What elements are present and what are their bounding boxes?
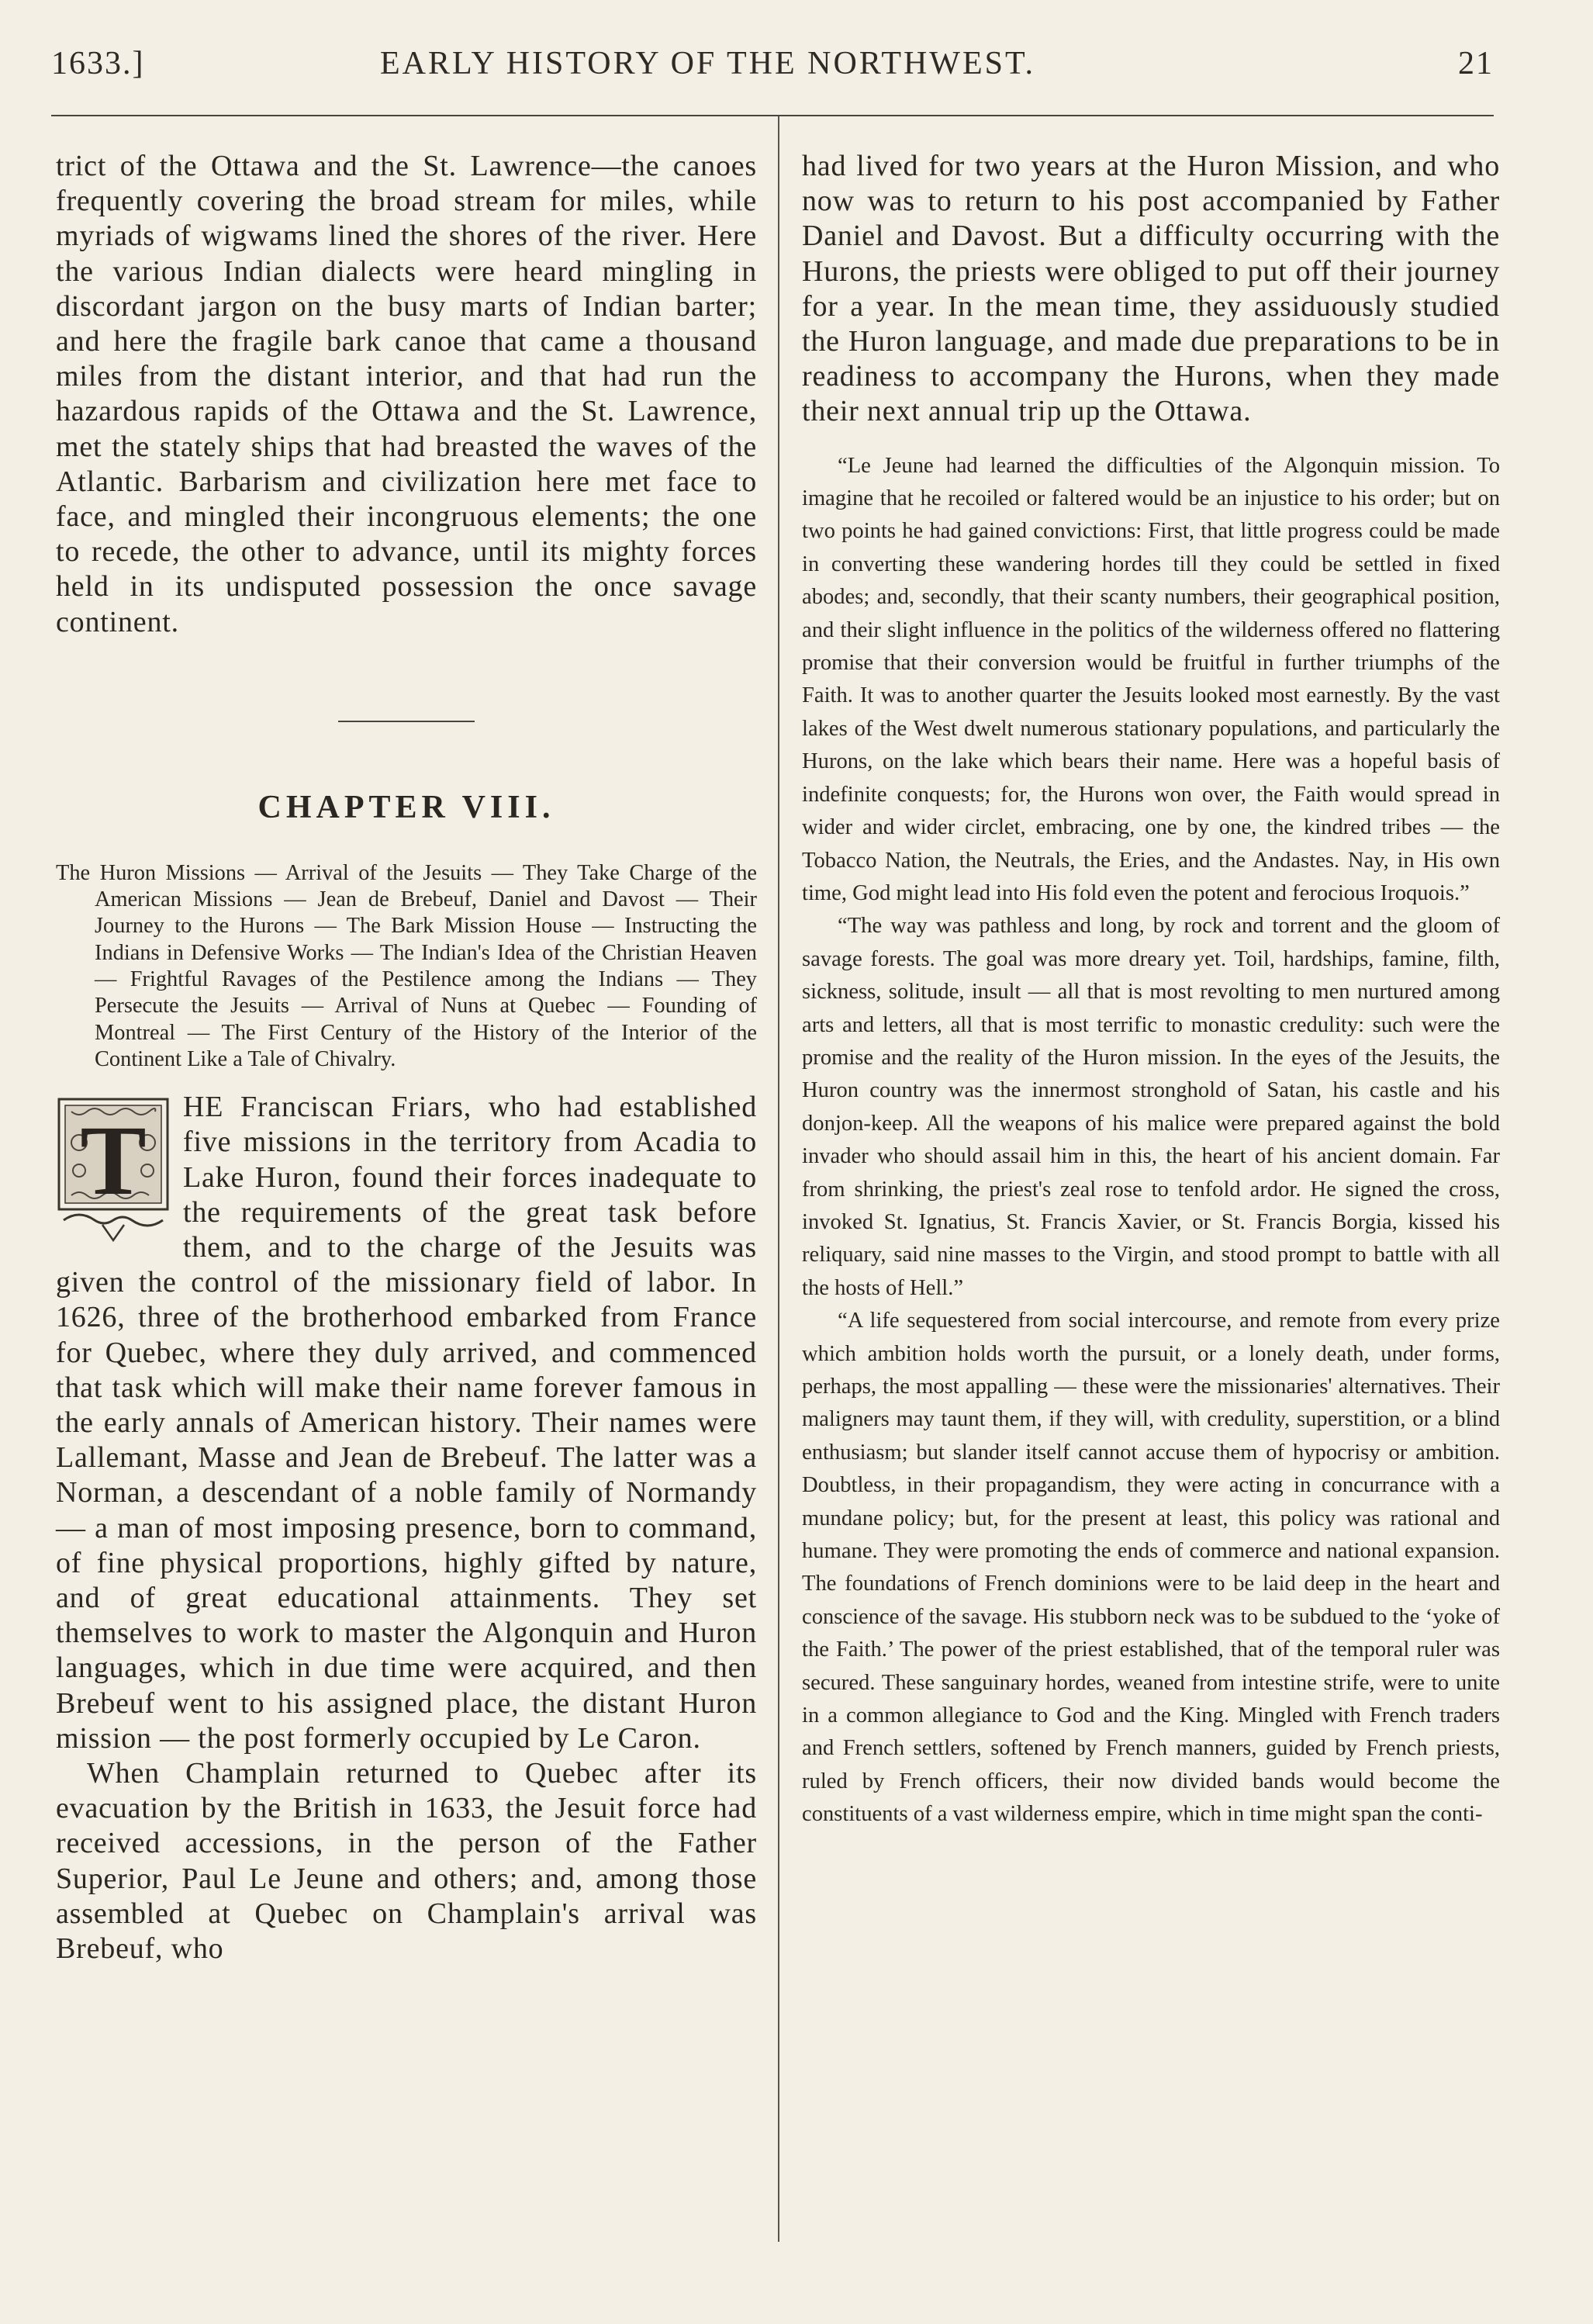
- quote-paragraph-2: “The way was pathless and long, by rock and torrent and the gloom of savage forests. The goal was more dreary yet. Toil, hardships, famine, filth, sickness, solitude, insult — all that is most revolting to men nurtured among arts and letters, all that is most terrific to monastic credulity: such were the promise and the reality of the Huron mission. In the eyes of the Jesuits, the Huron country was the innermost stronghold of Satan, his castle and his donjon-keep. All the weapons of his malice were prepared against the bold invader who should assail him in this, the heart of his ancient domain. Far from shrinking, the priest's zeal rose to tenfold ardor. He signed the cross, invoked St. Ignatius, St. Francis Xavier, or St. Francis Borgia, kissed his reliquary, said nine masses to the Virgin, and stood prompt to battle with all the hosts of Hell.”: [802, 914, 1500, 1300]
- right-paragraph-1: had lived for two years at the Huron Mission, and who now was to return to his post accompanied by Father Daniel and Davost. But a difficulty occurring with the Hurons, the priests were obliged to put off their journey for a year. In the mean time, they assiduously studied the Huron language, and made due preparations to be in readiness to accompany the Hurons, when they made their next annual trip up the Ottawa.: [802, 150, 1500, 428]
- left-paragraph-1: trict of the Ottawa and the St. Lawrence—the canoes frequently covering the broad stream for miles, while myriads of wigwams lined the shores of the river. Here the various Indian dialects were heard mingling in discordant jargon on the busy marts of Indian barter; and here the fragile bark canoe that came a thousand miles from the distant interior, and that had run the hazardous rapids of the Ottawa and the St. Lawrence, met the stately ships that had breasted the waves of the Atlantic. Barbarism and civilization here met face to face, and mingled their incongruous elements; the one to recede, the other to advance, until its mighty forces held in its undisputed possession the once savage continent.: [56, 150, 757, 638]
- left-paragraph-2: HE Franciscan Friars, who had established five missions in the territory from Acadia to Lake Huron, found their forces inadequate to the requirements of the great task before them, and to the charge of the Jesuits was given the control of the missionary field of labor. In 1626, three of the brotherhood embarked from France for Quebec, where they duly arrived, and commenced that task which will make their name forever famous in the early annals of American history. Their names were Lallemant, Masse and Jean de Brebeuf. The latter was a Norman, a descendant of a noble family of Normandy — a man of most imposing presence, born to command, of fine physical proportions, highly gifted by nature, and of great educational attainments. They set themselves to work to master the Algonquin and Huron languages, which in due time were acquired, and then Brebeuf went to his assigned place, the distant Huron mission — the post formerly occupied by Le Caron.: [56, 1091, 757, 1755]
- chapter-summary: The Huron Missions — Arrival of the Jesuits — They Take Charge of the American Missions — Jean de Brebeuf, Daniel and Davost — Their Journey to the Hurons — The Bark Mission House — Instructing the Indians in Defensive Works — The Indian's Idea of the Christian Heaven — Frightful Ravages of the Pestilence among the Indians — They Persecute the Jesuits — Arrival of Nuns at Quebec — Founding of Montreal — The First Century of the History of the Interior of the Continent Like a Tale of Chivalry.: [56, 860, 757, 1071]
- svg-text:T: T: [80, 1105, 147, 1216]
- lead-paragraph: [56, 1090, 757, 1756]
- page-number: 21: [1458, 46, 1494, 81]
- header-title: EARLY HISTORY OF THE NORTHWEST.: [380, 46, 1036, 81]
- right-column: [802, 149, 1500, 1831]
- column-divider: [778, 116, 779, 2242]
- chapter-title: CHAPTER VIII.: [257, 789, 555, 825]
- header-year: 1633.]: [51, 46, 145, 81]
- running-head: [51, 45, 1494, 92]
- header-rule: [51, 115, 1494, 116]
- left-paragraph-3: When Champlain returned to Quebec after its evacuation by the British in 1633, the Jesuit force had received accessions, in the person of the Father Superior, Paul Le Jeune and others; and, among those assembled at Quebec on Champlain's arrival was Brebeuf, who: [56, 1757, 757, 1966]
- left-column: [56, 149, 757, 1966]
- quoted-extract: [802, 450, 1500, 1831]
- quote-paragraph-1: “Le Jeune had learned the difficulties of the Algonquin mission. To imagine that he recoiled or faltered would be an injustice to his order; but on two points he had gained convictions: First, that little progress could be made in converting these wandering hordes till they could be settled in fixed abodes; and, secondly, that their scanty numbers, their geographical position, and their slight influence in the politics of the wilderness offered no flattering promise that their conversion would be fruitful in further triumphs of the Faith. It was to another quarter the Jesuits looked most earnestly. By the vast lakes of the West dwelt numerous stationary populations, and particularly the Hurons, on the lake which bears their name. Here was a hopeful basis of indefinite conquests; for, the Hurons won over, the Faith would spread in wider and wider circlet, embracing, one by one, the kindred tribes — the Tobacco Nation, the Neutrals, the Eries, and the Andastes. Nay, in His own time, God might lead into His fold even the potent and ferocious Iroquois.”: [802, 453, 1500, 905]
- decorative-dropcap: [56, 1096, 171, 1243]
- section-divider: [338, 721, 475, 722]
- ornamental-letter-icon: [56, 1096, 171, 1243]
- quote-paragraph-3: “A life sequestered from social intercourse, and remote from every prize which ambition holds worth the pursuit, or a lonely death, under forms, perhaps, the most appalling — these were the missionaries' alternatives. Their maligners may taunt them, if they will, with credulity, superstition, or a blind enthusiasm; but slander itself cannot accuse them of hypocrisy or ambition. Doubtless, in their propagandism, they were acting in concurrance with a mundane policy; but, for the present at least, this policy was rational and humane. They were promoting the ends of commerce and national expansion. The foundations of French dominions were to be laid deep in the heart and conscience of the savage. His stubborn neck was to be subdued to the ‘yoke of the Faith.’ The power of the priest established, that of the temporal ruler was secured. These sanguinary hordes, weaned from intestine strife, were to unite in a common allegiance to God and the King. Mingled with French traders and French settlers, softened by French manners, guided by French priests, ruled by French officers, their now divided bands would become the constituents of a vast wilderness empire, which in time might span the conti-: [802, 1309, 1500, 1827]
